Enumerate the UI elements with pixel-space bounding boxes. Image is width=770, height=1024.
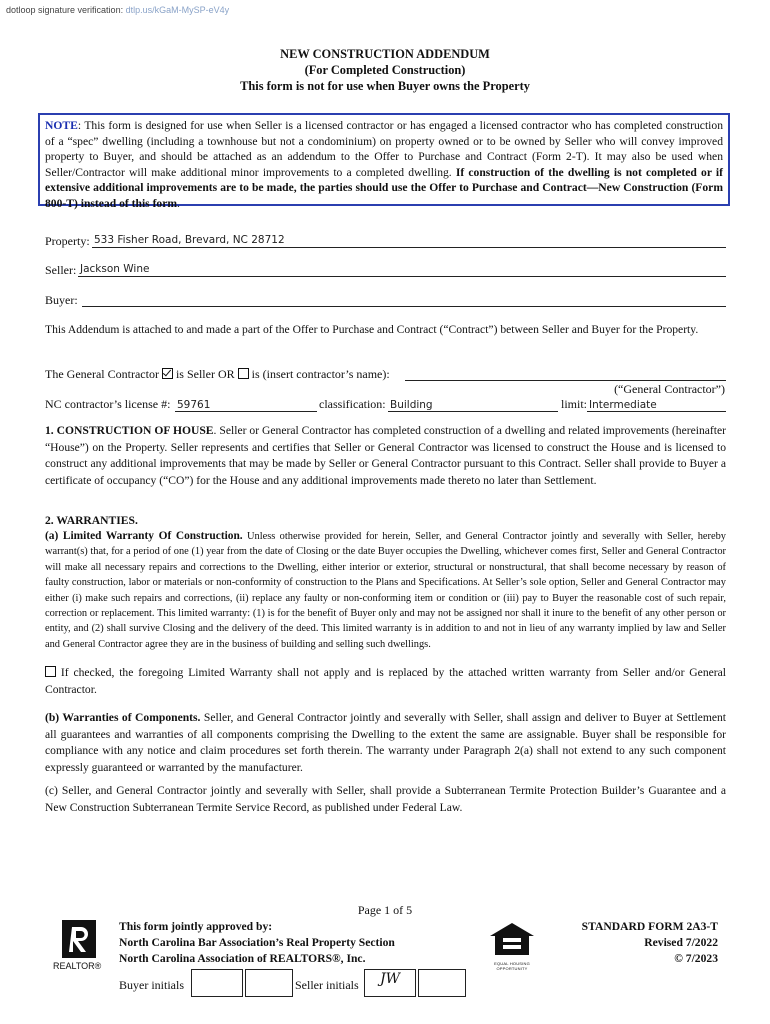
seller-initials-box-1[interactable] (364, 969, 416, 997)
limit-label: limit: (561, 397, 588, 411)
limit-underline (587, 411, 726, 412)
seller-initials-box-2[interactable] (418, 969, 466, 997)
form-id: STANDARD FORM 2A3-T Revised 7/2022 © 7/2023 (581, 920, 718, 965)
license-underline (175, 411, 317, 412)
verification-link[interactable]: dtlp.us/kGaM-MySP-eV4y (125, 5, 230, 15)
seller-field[interactable]: Jackson Wine (80, 263, 150, 275)
seller-label: Seller: (45, 263, 77, 277)
buyer-underline (82, 306, 726, 307)
approved-by: This form jointly approved by: North Carolina Bar Association’s Real Property Section North Carolina Association of REALTORS®, Inc. (119, 920, 395, 965)
realtor-logo (58, 920, 100, 960)
seller-initials-label: Seller initials (295, 978, 359, 992)
general-contractor-tag: (“General Contractor”) (614, 382, 725, 396)
intro-paragraph: This Addendum is attached to and made a part of the Offer to Purchase and Contract (“Contract”) between Seller and Buyer for the Property. (45, 323, 699, 336)
realtor-label: REALTOR® (53, 961, 102, 971)
license-label: NC contractor’s license #: (45, 397, 171, 411)
note-box: NOTE: This form is designed for use when Seller is a licensed contractor or has engaged a licensed contractor who has completed construction of a “spec” dwelling (including a townhouse but not a condominium) on property owned or to be owned by Seller who will convey improved property to Buyer, and should be attached as an addendum to the Offer to Purchase and Contract (Form 2-T). It may also be used when Seller/Contractor will make additional minor improvements to a completed dwelling. If construction of the dwelling is not completed or if extensive additional improvements are to be made, the parties should use the Offer to Purchase and Contract—New Construction (Form 800-T) instead of this form. (38, 113, 730, 206)
buyer-label: Buyer: (45, 293, 78, 307)
seller-initial-signature: JW (379, 971, 400, 987)
gc-other-checkbox[interactable] (238, 368, 249, 379)
classification-label: classification: (319, 397, 386, 411)
form-title: NEW CONSTRUCTION ADDENDUM (280, 47, 490, 61)
section-2b: (b) Warranties of Components. Seller, and General Contractor jointly and severally with Seller, shall assign and deliver to Buyer at Settlement all guarantees and warranties of all components comprising the Dwelling to the extent the same are assignable. Buyer shall be responsible for compliance with any notice and claim procedures set forth therein. The warranty under Paragraph 2(a) shall not extend to any such component expressly guaranteed or warranted by the manufacturer. (45, 711, 726, 774)
license-field[interactable]: 59761 (177, 399, 211, 411)
gc-is-seller-checkbox[interactable] (162, 368, 173, 379)
section-1: 1. CONSTRUCTION OF HOUSE. Seller or General Contractor has completed construction of a dwelling and related improvements (hereinafter “House”) on the Property. Seller represents and certifies that Seller or General Contractor was licensed to construct the House and is licensed to construct any additional improvements that may be made by Seller or General Contractor pursuant to this Contract. Seller shall provide to Buyer a certificate of occupancy (“CO”) for the House and any additional improvements made thereto no later than Settlement. (45, 424, 726, 487)
form-subtitle: (For Completed Construction) (304, 63, 466, 77)
section-2c: (c) Seller, and General Contractor jointly and severally with Seller, shall provide a Subterranean Termite Protection Builder’s Guarantee and a New Construction Subterranean Termite Service Record, as published under Federal Law. (45, 784, 726, 814)
property-field[interactable]: 533 Fisher Road, Brevard, NC 28712 (94, 234, 285, 246)
form-subtitle-2: This form is not for use when Buyer owns the Property (240, 79, 530, 93)
realtor-r-icon (58, 920, 100, 960)
contractor-name-underline[interactable] (405, 380, 726, 381)
buyer-initials-box-2[interactable] (245, 969, 293, 997)
section-2-heading: 2. WARRANTIES. (45, 514, 138, 527)
section-2a: (a) Limited Warranty Of Construction. Unless otherwise provided for herein, Seller, and General Contractor jointly and severally with Seller, hereby warrant(s) that, for a period of one (1) year from the date of Closing or the date Buyer occupies the Dwelling, whichever comes first, Seller and General Contractor will make all necessary repairs and corrections to the Dwelling, either interior or exterior, structural or nonstructural, that shall become necessary by reason of faulty construction, labor or materials or non-conformity of construction to the Plans and Specifications. At Seller’s sole option, Seller and General Contractor may either (i) make such repairs and corrections, (ii) replace any faulty or non-conforming item or condition or (iii) pay to Buyer the reasonable cost of such repair, correction or replacement. This limited warranty: (1) is for the benefit of Buyer only and may not be assigned nor shall it inure to the benefit of any other person or entity, and (2) shall survive Closing and the delivery of the deed. This limited warranty is in addition to and not in lieu of any warranty implied by law and Seller and General Contractor agree they are in the business of building and selling such dwellings. (45, 530, 726, 650)
limit-field[interactable]: Intermediate (589, 399, 657, 411)
property-underline (92, 247, 726, 248)
page-number: Page 1 of 5 (357, 903, 413, 917)
dotloop-verification: dotloop signature verification: dtlp.us/kGaM-MySP-eV4y (6, 5, 230, 15)
general-contractor-row: The General Contractor is Seller OR is (insert contractor’s name): (45, 367, 390, 381)
equal-housing-label: EQUAL HOUSING OPPORTUNITY (494, 961, 530, 971)
note-label: NOTE (45, 119, 78, 132)
classification-underline (388, 411, 558, 412)
replacement-warranty-checkbox[interactable] (45, 666, 56, 677)
buyer-initials-label: Buyer initials (119, 978, 184, 992)
property-label: Property: (45, 234, 90, 248)
classification-field[interactable]: Building (390, 399, 433, 411)
buyer-initials-box-1[interactable] (191, 969, 243, 997)
equal-housing-logo (488, 922, 536, 971)
equal-housing-house-icon (488, 922, 536, 956)
seller-underline (78, 276, 726, 277)
section-2-checkbox-paragraph: If checked, the foregoing Limited Warranty shall not apply and is replaced by the attached written warranty from Seller and/or General Contractor. (45, 666, 726, 696)
